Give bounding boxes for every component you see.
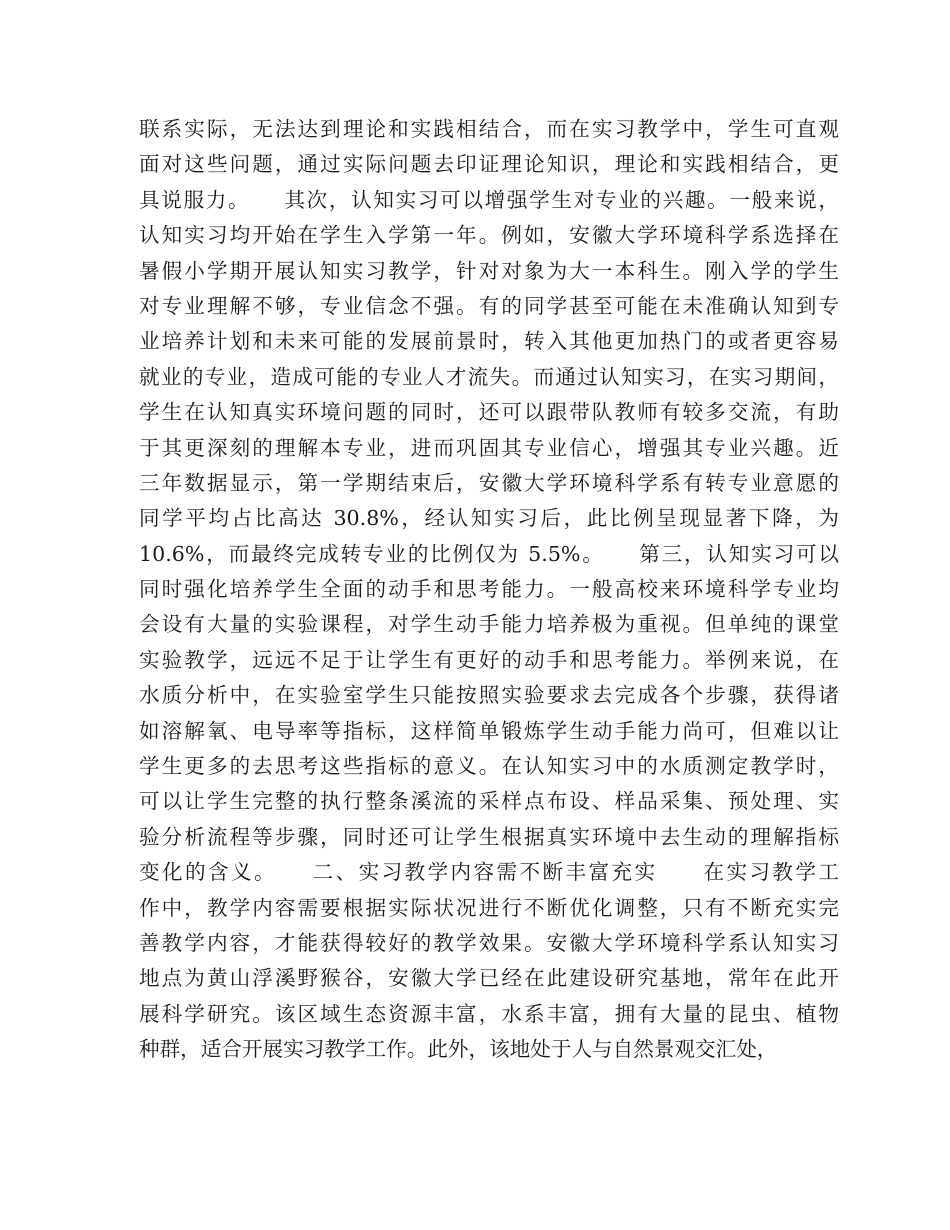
text-line: 同学平均占比高达 30.8%，经认知实习后，此比例呈现显著下降，为	[139, 506, 839, 531]
text-line: 学生更多的去思考这些指标的意义。在认知实习中的水质测定教学时，	[139, 754, 839, 779]
text-line: 对专业理解不够，专业信念不强。有的同学甚至可能在未准确认知到专	[139, 293, 839, 318]
text-line: 可以让学生完整的执行整条溪流的采样点布设、样品采集、预处理、实	[139, 789, 839, 814]
text-line: 展科学研究。该区域生态资源丰富，水系丰富，拥有大量的昆虫、植物	[139, 1001, 839, 1026]
text-line: 同时强化培养学生全面的动手和思考能力。一般高校来环境科学专业均	[139, 577, 839, 602]
text-line: 就业的专业，造成可能的专业人才流失。而通过认知实习，在实习期间，	[139, 364, 839, 389]
text-line: 实验教学，远远不足于让学生有更好的动手和思考能力。举例来说，在	[139, 647, 839, 672]
text-line: 如溶解氧、电导率等指标，这样简单锻炼学生动手能力尚可，但难以让	[139, 718, 839, 743]
text-line: 于其更深刻的理解本专业，进而巩固其专业信心，增强其专业兴趣。近	[139, 435, 839, 460]
text-line: 三年数据显示，第一学期结束后，安徽大学环境科学系有转专业意愿的	[139, 470, 839, 495]
body-text	[139, 112, 839, 1068]
text-line: 学生在认知真实环境问题的同时，还可以跟带队教师有较多交流，有助	[139, 400, 839, 425]
text-line: 种群，适合开展实习教学工作。此外，该地处于人与自然景观交汇处，	[139, 1037, 778, 1062]
text-line: 具说服力。 其次，认知实习可以增强学生对专业的兴趣。一般来说，	[139, 187, 839, 212]
text-line: 地点为黄山浮溪野猴谷，安徽大学已经在此建设研究基地，常年在此开	[139, 966, 839, 991]
text-line: 作中，教学内容需要根据实际状况进行不断优化调整，只有不断充实完	[139, 895, 839, 920]
text-line: 10.6%，而最终完成转专业的比例仅为 5.5%。 第三，认知实习可以	[139, 541, 839, 566]
text-line: 水质分析中，在实验室学生只能按照实验要求去完成各个步骤，获得诸	[139, 683, 839, 708]
text-line: 面对这些问题，通过实际问题去印证理论知识，理论和实践相结合，更	[139, 152, 839, 177]
text-line: 暑假小学期开展认知实习教学，针对对象为大一本科生。刚入学的学生	[139, 258, 839, 283]
text-line: 认知实习均开始在学生入学第一年。例如，安徽大学环境科学系选择在	[139, 223, 839, 248]
text-line: 会设有大量的实验课程，对学生动手能力培养极为重视。但单纯的课堂	[139, 612, 839, 637]
text-line: 验分析流程等步骤，同时还可让学生根据真实环境中去生动的理解指标	[139, 824, 839, 849]
text-line: 业培养计划和未来可能的发展前景时，转入其他更加热门的或者更容易	[139, 329, 839, 354]
text-line: 善教学内容，才能获得较好的教学效果。安徽大学环境科学系认知实习	[139, 930, 839, 955]
text-line: 变化的含义。 二、实习教学内容需不断丰富充实 在实习教学工	[139, 860, 839, 885]
text-line: 联系实际，无法达到理论和实践相结合，而在实习教学中，学生可直观	[139, 117, 839, 141]
